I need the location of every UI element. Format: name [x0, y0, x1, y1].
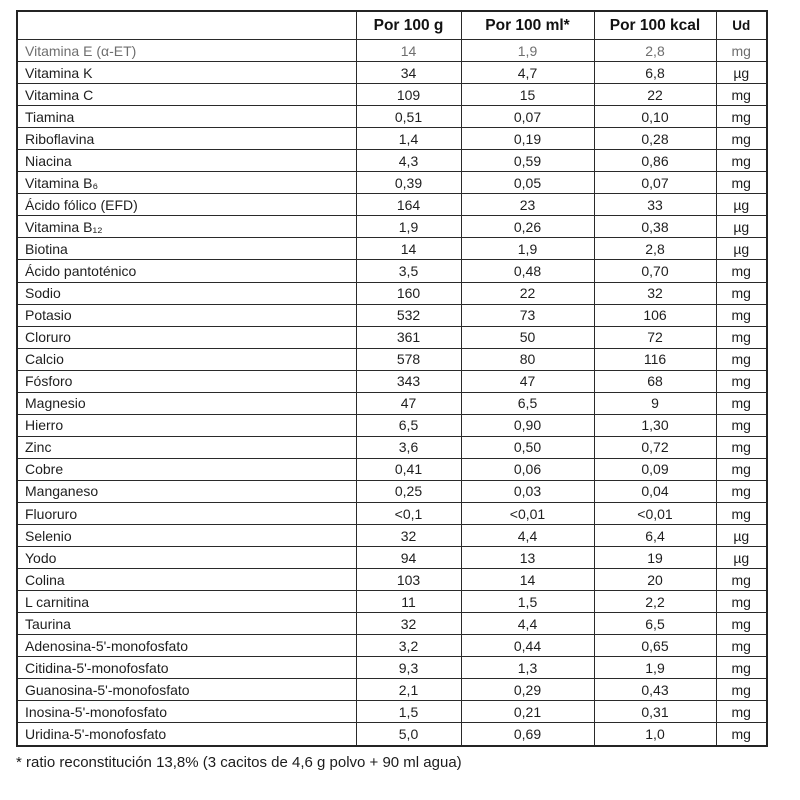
table-row [17, 84, 767, 106]
table-row [17, 172, 767, 194]
nutrient-name-cell: Adenosina-5'-monofosfato [17, 635, 356, 657]
nutrient-name-cell: Zinc [17, 436, 356, 458]
nutrient-name-cell: Hierro [17, 414, 356, 436]
table-row [17, 150, 767, 172]
per-100g-cell: 6,5 [356, 414, 461, 436]
unit-cell: mg [716, 304, 767, 326]
per-100g-cell: 5,0 [356, 723, 461, 746]
nutrient-name-cell: Riboflavina [17, 128, 356, 150]
per-100kcal-cell: <0,01 [594, 502, 716, 524]
per-100ml-cell: 0,19 [461, 128, 594, 150]
per-100kcal-cell: 0,07 [594, 172, 716, 194]
unit-cell: mg [716, 480, 767, 502]
table-row [17, 370, 767, 392]
table-row [17, 216, 767, 238]
per-100ml-cell: 0,90 [461, 414, 594, 436]
per-100kcal-cell: 20 [594, 569, 716, 591]
per-100kcal-cell: 1,0 [594, 723, 716, 746]
per-100kcal-cell: 2,8 [594, 40, 716, 62]
per-100kcal-cell: 0,31 [594, 701, 716, 723]
table-row [17, 723, 767, 746]
unit-cell: mg [716, 392, 767, 414]
per-100ml-cell: 0,21 [461, 701, 594, 723]
per-100g-cell: 32 [356, 613, 461, 635]
per-100kcal-cell: 33 [594, 194, 716, 216]
table-body [17, 40, 767, 747]
per-100g-cell: 0,25 [356, 480, 461, 502]
nutrient-name-cell: Sodio [17, 282, 356, 304]
table-row [17, 679, 767, 701]
unit-cell: mg [716, 436, 767, 458]
table-row [17, 260, 767, 282]
per-100kcal-cell: 6,8 [594, 62, 716, 84]
per-100kcal-cell: 22 [594, 84, 716, 106]
per-100g-cell: 578 [356, 348, 461, 370]
table-row [17, 128, 767, 150]
table-row [17, 525, 767, 547]
per-100ml-cell: 4,4 [461, 525, 594, 547]
header-unit: Ud [716, 11, 767, 40]
header-row [17, 11, 767, 40]
per-100kcal-cell: 2,2 [594, 591, 716, 613]
per-100ml-cell: 0,29 [461, 679, 594, 701]
table-row [17, 326, 767, 348]
nutrient-name-cell: Vitamina B₁₂ [17, 216, 356, 238]
per-100kcal-cell: 1,30 [594, 414, 716, 436]
nutrient-name-cell: Cobre [17, 458, 356, 480]
nutrient-name-cell: Fósforo [17, 370, 356, 392]
per-100g-cell: 47 [356, 392, 461, 414]
unit-cell: mg [716, 326, 767, 348]
nutrient-name-cell: Vitamina C [17, 84, 356, 106]
nutrient-name-cell: L carnitina [17, 591, 356, 613]
per-100ml-cell: 0,48 [461, 260, 594, 282]
table-row [17, 194, 767, 216]
per-100g-cell: 14 [356, 40, 461, 62]
nutrient-name-cell: Potasio [17, 304, 356, 326]
per-100ml-cell: 50 [461, 326, 594, 348]
unit-cell: mg [716, 569, 767, 591]
per-100ml-cell: 1,9 [461, 238, 594, 260]
per-100ml-cell: 13 [461, 547, 594, 569]
per-100ml-cell: 0,44 [461, 635, 594, 657]
nutrient-name-cell: Colina [17, 569, 356, 591]
per-100kcal-cell: 0,10 [594, 106, 716, 128]
per-100ml-cell: 4,4 [461, 613, 594, 635]
per-100kcal-cell: 116 [594, 348, 716, 370]
per-100g-cell: 343 [356, 370, 461, 392]
unit-cell: mg [716, 260, 767, 282]
header-per-100g: Por 100 g [356, 11, 461, 40]
table-row [17, 591, 767, 613]
nutrient-name-cell: Uridina-5'-monofosfato [17, 723, 356, 746]
table-row [17, 635, 767, 657]
per-100kcal-cell: 106 [594, 304, 716, 326]
per-100g-cell: 1,9 [356, 216, 461, 238]
unit-cell: mg [716, 723, 767, 746]
per-100g-cell: 3,5 [356, 260, 461, 282]
table-row [17, 392, 767, 414]
per-100ml-cell: 0,07 [461, 106, 594, 128]
per-100kcal-cell: 0,38 [594, 216, 716, 238]
per-100g-cell: 164 [356, 194, 461, 216]
unit-cell: µg [716, 194, 767, 216]
table-row [17, 282, 767, 304]
per-100g-cell: 109 [356, 84, 461, 106]
table-row [17, 106, 767, 128]
unit-cell: mg [716, 657, 767, 679]
unit-cell: µg [716, 547, 767, 569]
per-100kcal-cell: 68 [594, 370, 716, 392]
nutrient-name-cell: Vitamina E (α-ET) [17, 40, 356, 62]
nutrient-name-cell: Magnesio [17, 392, 356, 414]
per-100g-cell: 2,1 [356, 679, 461, 701]
per-100ml-cell: 0,69 [461, 723, 594, 746]
per-100kcal-cell: 0,65 [594, 635, 716, 657]
per-100ml-cell: 0,06 [461, 458, 594, 480]
unit-cell: µg [716, 62, 767, 84]
per-100g-cell: 361 [356, 326, 461, 348]
per-100g-cell: 0,39 [356, 172, 461, 194]
unit-cell: mg [716, 128, 767, 150]
per-100ml-cell: 23 [461, 194, 594, 216]
per-100kcal-cell: 9 [594, 392, 716, 414]
table-row [17, 436, 767, 458]
per-100ml-cell: 73 [461, 304, 594, 326]
unit-cell: µg [716, 216, 767, 238]
header-per-100ml: Por 100 ml* [461, 11, 594, 40]
per-100g-cell: 14 [356, 238, 461, 260]
table-row [17, 569, 767, 591]
table-row [17, 701, 767, 723]
per-100ml-cell: 4,7 [461, 62, 594, 84]
unit-cell: mg [716, 502, 767, 524]
per-100kcal-cell: 19 [594, 547, 716, 569]
unit-cell: mg [716, 348, 767, 370]
table-row [17, 238, 767, 260]
unit-cell: µg [716, 525, 767, 547]
per-100ml-cell: 80 [461, 348, 594, 370]
per-100ml-cell: 1,3 [461, 657, 594, 679]
per-100ml-cell: 22 [461, 282, 594, 304]
nutrient-name-cell: Ácido pantoténico [17, 260, 356, 282]
per-100ml-cell: 0,03 [461, 480, 594, 502]
unit-cell: mg [716, 635, 767, 657]
unit-cell: mg [716, 679, 767, 701]
nutrient-name-cell: Guanosina-5'-monofosfato [17, 679, 356, 701]
nutrient-name-cell: Cloruro [17, 326, 356, 348]
nutrient-name-cell: Calcio [17, 348, 356, 370]
table-row [17, 458, 767, 480]
table-row [17, 40, 767, 62]
per-100g-cell: 4,3 [356, 150, 461, 172]
nutrient-name-cell: Vitamina B₆ [17, 172, 356, 194]
table-row [17, 547, 767, 569]
header-per-100kcal: Por 100 kcal [594, 11, 716, 40]
per-100kcal-cell: 0,86 [594, 150, 716, 172]
per-100kcal-cell: 0,04 [594, 480, 716, 502]
per-100ml-cell: 0,59 [461, 150, 594, 172]
unit-cell: mg [716, 106, 767, 128]
per-100ml-cell: 14 [461, 569, 594, 591]
per-100kcal-cell: 6,5 [594, 613, 716, 635]
per-100g-cell: <0,1 [356, 502, 461, 524]
unit-cell: mg [716, 84, 767, 106]
per-100kcal-cell: 72 [594, 326, 716, 348]
nutrient-name-cell: Selenio [17, 525, 356, 547]
unit-cell: mg [716, 282, 767, 304]
table-row [17, 62, 767, 84]
per-100g-cell: 9,3 [356, 657, 461, 679]
table-row [17, 480, 767, 502]
nutrient-name-cell: Citidina-5'-monofosfato [17, 657, 356, 679]
per-100g-cell: 103 [356, 569, 461, 591]
unit-cell: mg [716, 458, 767, 480]
per-100ml-cell: 1,5 [461, 591, 594, 613]
per-100g-cell: 1,5 [356, 701, 461, 723]
per-100ml-cell: 0,50 [461, 436, 594, 458]
nutrient-name-cell: Vitamina K [17, 62, 356, 84]
nutrient-name-cell: Inosina-5'-monofosfato [17, 701, 356, 723]
unit-cell: mg [716, 172, 767, 194]
nutrition-table [16, 10, 768, 747]
per-100g-cell: 3,2 [356, 635, 461, 657]
per-100ml-cell: 47 [461, 370, 594, 392]
per-100kcal-cell: 0,43 [594, 679, 716, 701]
per-100kcal-cell: 0,70 [594, 260, 716, 282]
per-100kcal-cell: 0,28 [594, 128, 716, 150]
nutrient-name-cell: Manganeso [17, 480, 356, 502]
per-100g-cell: 0,41 [356, 458, 461, 480]
per-100g-cell: 3,6 [356, 436, 461, 458]
per-100kcal-cell: 2,8 [594, 238, 716, 260]
nutrient-name-cell: Ácido fólico (EFD) [17, 194, 356, 216]
table-row [17, 502, 767, 524]
per-100g-cell: 1,4 [356, 128, 461, 150]
per-100ml-cell: 6,5 [461, 392, 594, 414]
unit-cell: mg [716, 414, 767, 436]
nutrient-name-cell: Yodo [17, 547, 356, 569]
unit-cell: mg [716, 40, 767, 62]
per-100kcal-cell: 0,09 [594, 458, 716, 480]
reconstitution-footnote: * ratio reconstitución 13,8% (3 cacitos de 4,6 g polvo + 90 ml agua) [16, 754, 462, 771]
unit-cell: mg [716, 591, 767, 613]
per-100ml-cell: 0,26 [461, 216, 594, 238]
table-row [17, 613, 767, 635]
unit-cell: mg [716, 370, 767, 392]
unit-cell: mg [716, 150, 767, 172]
unit-cell: µg [716, 238, 767, 260]
nutrient-name-cell: Niacina [17, 150, 356, 172]
per-100g-cell: 0,51 [356, 106, 461, 128]
nutrient-name-cell: Biotina [17, 238, 356, 260]
table-row [17, 657, 767, 679]
per-100ml-cell: 1,9 [461, 40, 594, 62]
table-row [17, 414, 767, 436]
per-100kcal-cell: 32 [594, 282, 716, 304]
per-100g-cell: 34 [356, 62, 461, 84]
table-row [17, 348, 767, 370]
per-100g-cell: 532 [356, 304, 461, 326]
per-100g-cell: 32 [356, 525, 461, 547]
table-row [17, 304, 767, 326]
per-100g-cell: 160 [356, 282, 461, 304]
per-100ml-cell: 15 [461, 84, 594, 106]
per-100g-cell: 11 [356, 591, 461, 613]
per-100ml-cell: <0,01 [461, 502, 594, 524]
per-100g-cell: 94 [356, 547, 461, 569]
header-nutrient-empty [17, 11, 356, 40]
per-100ml-cell: 0,05 [461, 172, 594, 194]
nutrient-name-cell: Tiamina [17, 106, 356, 128]
unit-cell: mg [716, 613, 767, 635]
per-100kcal-cell: 6,4 [594, 525, 716, 547]
per-100kcal-cell: 1,9 [594, 657, 716, 679]
per-100kcal-cell: 0,72 [594, 436, 716, 458]
nutrient-name-cell: Fluoruro [17, 502, 356, 524]
unit-cell: mg [716, 701, 767, 723]
nutrient-name-cell: Taurina [17, 613, 356, 635]
